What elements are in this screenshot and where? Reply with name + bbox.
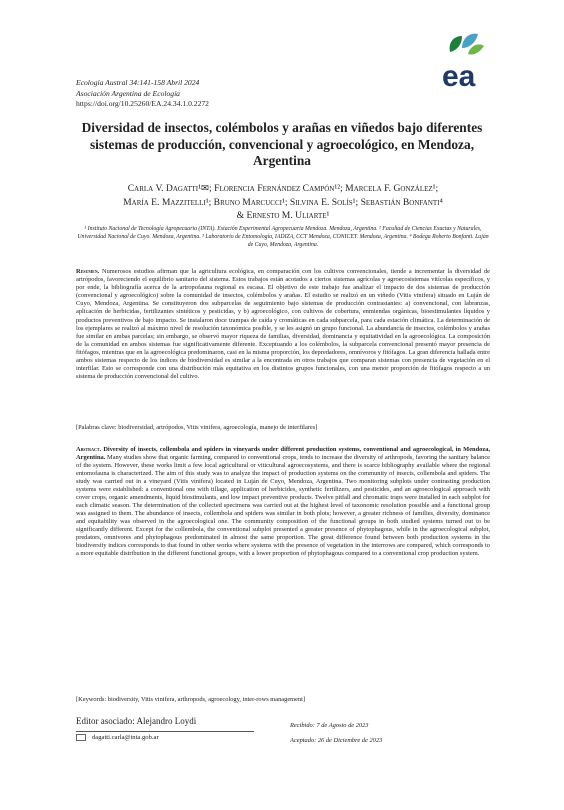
abstract-title: Diversity of insects, collembola and spiders in vineyards under different production systems, conventional and agroecological, in Mendoza, Argentina. (76, 446, 490, 461)
authors-line-3: & Ernesto M. Uliarte¹ (236, 210, 330, 221)
contact-email (76, 734, 159, 741)
affiliations: ¹ Instituto Nacional de Tecnología Agropecuaria (INTA). Estación Experimental Agropecuaria Mendoza. Mendoza, Argentina. ² Facultad de Ciencias Exactas y Naturales, Universidad Nacional de Cuyo. Mendoza, Argentina. ³ Laboratorio de Entomología, IADIZA, CCT Mendoza, CONICET. Mendoza, Argentina. ⁴ Bodega Roberto Bonfanti. Luján de Cuyo, Mendoza, Argentina. (77, 226, 489, 248)
leaf-light (468, 44, 484, 54)
authors-line-1: Carla V. Dagatti¹✉; Florencia Fernández Campón¹²; Marcela F. González¹; (127, 183, 439, 194)
abstract (76, 446, 490, 558)
journal-citation: Ecología Austral 34:141-158 Abril 2024 (76, 78, 200, 87)
envelope-icon (76, 734, 86, 741)
resumen-label: Resumen. (76, 268, 100, 275)
logo-text: ea (442, 60, 476, 90)
received-date: Recibido: 7 de Agosto de 2023 (290, 722, 369, 729)
resumen-text: Numerosos estudios afirman que la agricultura ecológica, en comparación con los cultivos convencionales, tiende a incrementar la diversidad de artrópodos, favoreciendo el equilibrio sanitario del sistema. Estos trabajos están acotados a ciertos sistemas agrícolas y agroecosistemas vitícolas específicos, y por ende, la bibliografía acerca de la artropofauna regional es escasa. El objetivo de este trabajo fue analizar el impacto de dos sistemas de producción (convencional y agroecológico) sobre la comunidad de insectos, colémbolos y arañas. El estudio se realizó en un viñedo (Vitis vinifera) situado en Luján de Cuyo, Mendoza, Argentina. Se constituyeron dos subparcelas de seguimiento bajo sistemas de producción contrastantes: a) convencional, con labranzas, aplicación de herbicidas, fertilizantes sintéticos y pesticidas, y b) agroecológico, con cultivos de cobertura, enmiendas orgánicas, bioestimulantes líquidos y productos preventivos de bajo impacto. Se instalaron doce trampas de caída y cromáticas en cada subparcela, para cada estación climática. La determinación de los ejemplares se realizó al máximo nivel de resolución taxonómica posible, y se les asignó un grupo funcional. La abundancia de insectos, colémbolos y arañas fue similar en ambas parcelas; sin embargo, se observó mayor riqueza de familias, diversidad, dominancia y equitatividad en la agroecológica. La composición de la comunidad en ambos sistemas fue significativamente diferente. Exceptuando a los colémbolos, la subparcela convencional presentó mayor presencia de fitófagos, mientras que en la agroecológica predominaron, casi en la misma proporción, los depredadores, omnívoros y fitófagos. La gran diferencia hallada entre ambos sistemas respecto de los índices de biodiversidad es similar a la encontrada en otros trabajos que comparan sistemas con presencia de vegetación en el interfilar. Esto se corresponde con una distribución más equitativa en los distintos grupos funcionales, con una menor proporción de fitófagos respecto a un sistema de producción convencional del cultivo. (76, 268, 490, 381)
footer-divider (76, 731, 254, 732)
journal-info (76, 78, 209, 110)
keywords: [Keywords: biodiversity, Vitis vinifera, arthropods, agroecology, inter-rows management] (76, 696, 306, 703)
dates (290, 718, 382, 748)
ecologia-austral-logo (442, 28, 484, 90)
leaf-green (450, 36, 462, 52)
associate-editor: Editor asociado: Alejandro Loydi (76, 716, 197, 726)
accepted-date: Aceptado: 26 de Diciembre de 2023 (290, 737, 383, 744)
journal-association: Asociación Argentina de Ecología (76, 88, 180, 98)
abstract-label: Abstract. (76, 446, 102, 453)
article-title: Diversidad de insectos, colémbolos y arañas en viñedos bajo diferentes sistemas de producción, convencional y agroecológico, en Mendoza, Argentina (81, 120, 483, 168)
doi-link[interactable]: https://doi.org/10.25260/EA.24.34.1.0.2272 (76, 99, 209, 108)
resumen (76, 268, 490, 381)
authors-line-2: María E. Mazzitelli¹; Bruno Marcucci¹; Silvina E. Solís¹; Sebastián Bonfanti⁴ (123, 196, 443, 208)
abstract-text: Many studies show that organic farming, compared to conventional crops, tends to increase the diversity of arthropods, favoring the sanitary balance of the system. However, these works limit a few local agricultural or viticultural agroecosystems, and there is scarce bibliography available where the regional entomofauna is characterized. The aim of this study was to analyze the impact of production systems on the community of insects, collembola and spiders. The study was carried out in a vineyard (Vitis vinifera) located in Luján de Cuyo, Mendoza, Argentina. Two monitoring subplots under contrasting production systems were established: a conventional one with tillage, application of herbicides, synthetic fertilizers, and pesticides, and an agroecological approach with cover crops, organic amendments, liquid biostimulants, and low impact preventive products. Twelve pitfall and chromatic traps were installed in each subplot for each climatic season. The determination of the collected specimens was carried out at the highest level of taxonomic resolution possible and a functional group was assigned to them. The abundance of insects, collembola and spiders was similar in both plots; however, a greater richness of families, diversity, dominance and equitability was observed in the agroecological one. The community composition of the functional groups in both studied systems turned out to be significantly different. Except for the collembola, the conventional subplot presented a greater presence of phytophagous, while in the agroecological subplot, predators, omnivores and phytophagous predominated in almost the same proportion. The great difference found between both production systems in the biodiversity indices corresponds to that found in other works where systems with the presence of vegetation in the interrows are compared, which corresponds to a more equitable distribution in the different functional groups, with a lower proportion of phytophagous compared to a conventional crop production system. (76, 454, 490, 557)
author-list (68, 182, 498, 223)
palabras-clave: [Palabras clave: biodiversidad, artrópodos, Vitis vinifera, agroecología, manejo de interfilares] (76, 424, 318, 431)
email-text[interactable]: dagatti.carla@inta.gob.ar (92, 734, 159, 741)
